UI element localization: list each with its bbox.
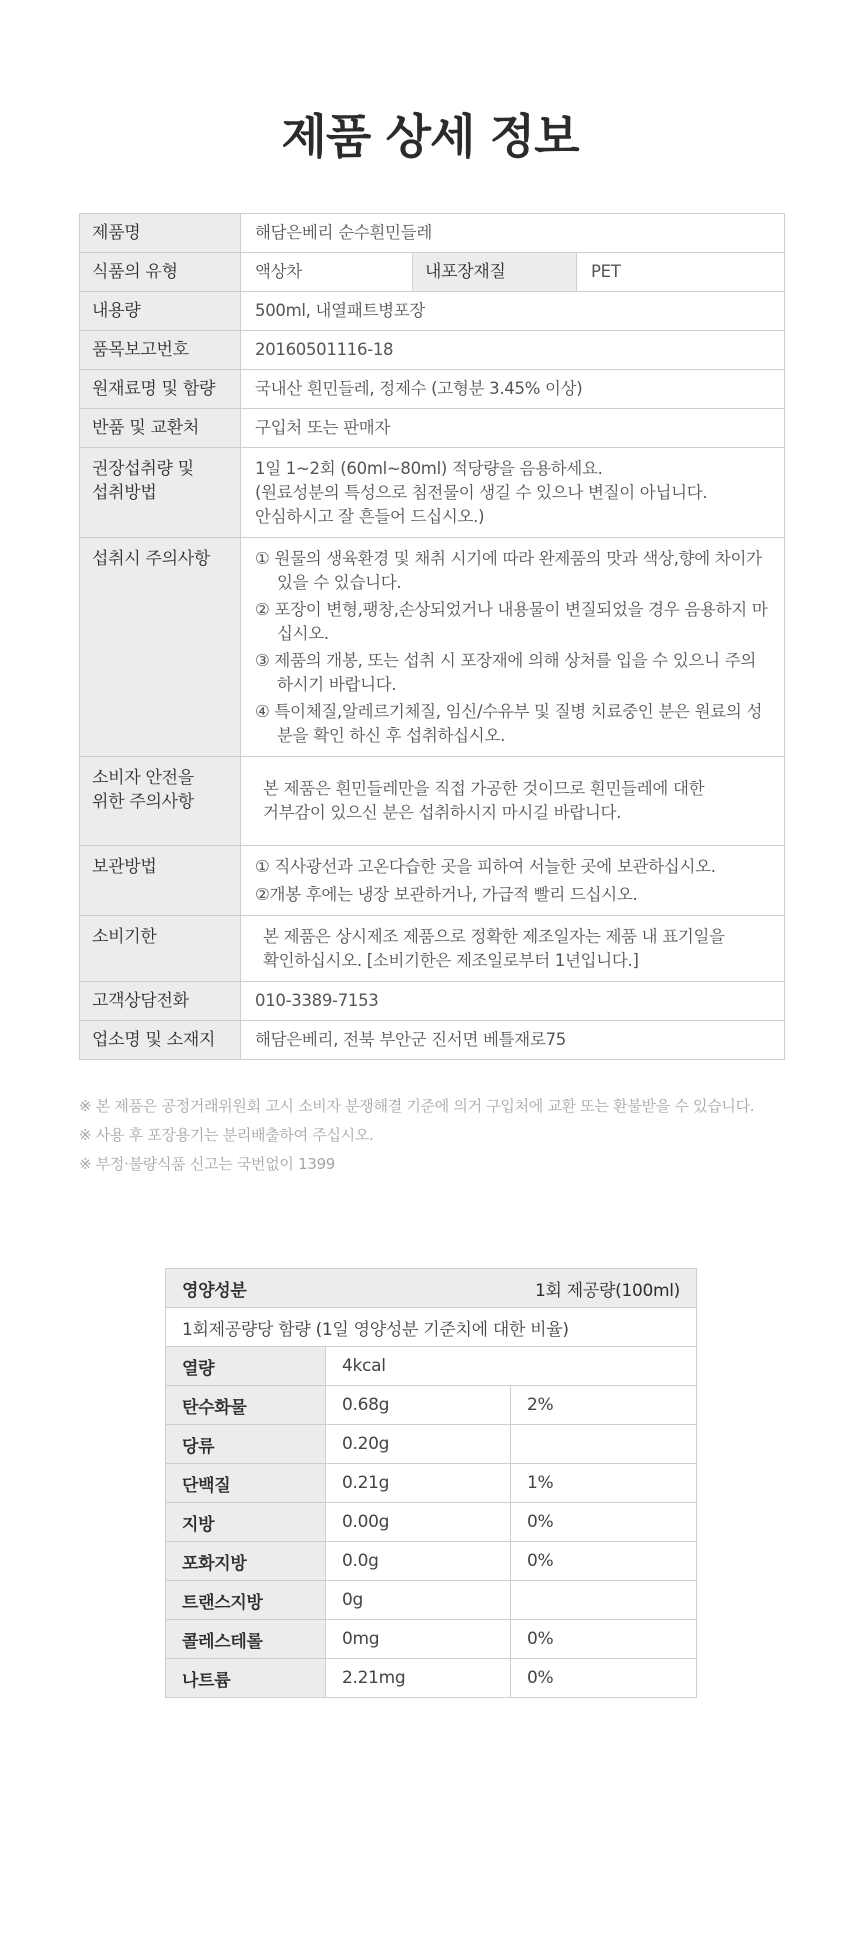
value-storage	[241, 846, 785, 916]
label-packaging: 내포장재질	[413, 253, 577, 292]
caution-item: ① 원물의 생육환경 및 채취 시기에 따라 완제품의 맛과 색상,향에 차이가 있을 수 있습니다.	[255, 549, 762, 592]
nutrition-header-row	[166, 1269, 697, 1308]
row-company	[80, 1021, 785, 1060]
nutrient-name: 나트륨	[166, 1659, 326, 1698]
row-return	[80, 409, 785, 448]
nutrient-percent: 2%	[511, 1386, 697, 1425]
nutrient-amount: 0.68g	[326, 1386, 511, 1425]
row-product-name	[80, 214, 785, 253]
nutrient-amount: 2.21mg	[326, 1659, 511, 1698]
label-phone: 고객상담전화	[80, 982, 241, 1021]
nutrient-amount: 0mg	[326, 1620, 511, 1659]
value-product-name: 해담은베리 순수흰민들레	[241, 214, 785, 253]
intake-line1: 1일 1~2회 (60ml~80ml) 적당량을 음용하세요.	[255, 459, 603, 478]
value-intake	[241, 448, 785, 538]
row-expiry	[80, 916, 785, 982]
nutrition-calories-row	[166, 1347, 697, 1386]
nutrient-name: 포화지방	[166, 1542, 326, 1581]
label-volume: 내용량	[80, 292, 241, 331]
nutrient-amount: 0.0g	[326, 1542, 511, 1581]
product-info-table	[79, 213, 785, 1060]
caution-item: ③ 제품의 개봉, 또는 섭취 시 포장재에 의해 상처를 입을 수 있으니 주의하시기 바랍니다.	[255, 651, 757, 694]
nutrient-percent: 1%	[511, 1464, 697, 1503]
label-ingredients: 원재료명 및 함량	[80, 370, 241, 409]
nutrient-percent: 0%	[511, 1503, 697, 1542]
row-intake	[80, 448, 785, 538]
nutrition-row	[166, 1503, 697, 1542]
label-caution: 섭취시 주의사항	[80, 538, 241, 757]
nutrition-serving: 1회 제공량(100ml)	[535, 1280, 681, 1301]
row-ingredients	[80, 370, 785, 409]
label-intake-line2: 섭취방법	[92, 483, 157, 503]
nutrient-amount: 0g	[326, 1581, 511, 1620]
nutrient-name: 당류	[166, 1425, 326, 1464]
calories-value: 4kcal	[326, 1347, 697, 1386]
note-recycle: ※ 사용 후 포장용기는 분리배출하여 주십시오.	[79, 1126, 374, 1144]
expiry-line2: 확인하십시오. [소비기한은 제조일로부터 1년입니다.]	[263, 951, 639, 970]
intake-line3: 안심하시고 잘 흔들어 드십시오.)	[255, 507, 485, 526]
safety-line2: 거부감이 있으신 분은 섭취하시지 마시길 바랍니다.	[263, 803, 622, 822]
label-company: 업소명 및 소재지	[80, 1021, 241, 1060]
label-safety-line2: 위한 주의사항	[92, 792, 194, 812]
nutrition-row	[166, 1386, 697, 1425]
value-food-type: 액상차	[241, 253, 413, 292]
nutrition-row	[166, 1620, 697, 1659]
note-refund: ※ 본 제품은 공정거래위원회 고시 소비자 분쟁해결 기준에 의거 구입처에 교환 또는 환불받을 수 있습니다.	[79, 1097, 755, 1115]
nutrient-name: 지방	[166, 1503, 326, 1542]
row-volume	[80, 292, 785, 331]
nutrient-percent: 0%	[511, 1620, 697, 1659]
value-expiry	[241, 916, 785, 982]
nutrition-row	[166, 1425, 697, 1464]
label-safety	[80, 757, 241, 846]
nutrient-amount: 0.00g	[326, 1503, 511, 1542]
label-intake	[80, 448, 241, 538]
nutrition-subheader: 1회제공량당 함량 (1일 영양성분 기준치에 대한 비율)	[166, 1308, 697, 1347]
nutrition-row	[166, 1542, 697, 1581]
nutrient-percent: 0%	[511, 1659, 697, 1698]
nutrition-row	[166, 1659, 697, 1698]
label-expiry: 소비기한	[80, 916, 241, 982]
label-safety-line1: 소비자 안전을	[92, 768, 194, 788]
nutrient-name: 탄수화물	[166, 1386, 326, 1425]
nutrition-title: 영양성분	[182, 1280, 247, 1301]
safety-line1: 본 제품은 흰민들레만을 직접 가공한 것이므로 흰민들레에 대한	[263, 779, 705, 798]
nutrition-row	[166, 1464, 697, 1503]
label-storage: 보관방법	[80, 846, 241, 916]
storage-line2: ②개봉 후에는 냉장 보관하거나, 가급적 빨리 드십시오.	[255, 885, 638, 904]
expiry-line1: 본 제품은 상시제조 제품으로 정확한 제조일자는 제품 내 표기일을	[263, 927, 725, 946]
storage-line1: ① 직사광선과 고온다습한 곳을 피하여 서늘한 곳에 보관하십시오.	[255, 857, 716, 876]
nutrient-amount: 0.20g	[326, 1425, 511, 1464]
value-report-no: 20160501116-18	[241, 331, 785, 370]
label-food-type: 식품의 유형	[80, 253, 241, 292]
value-volume: 500ml, 내열패트병포장	[241, 292, 785, 331]
row-report-no	[80, 331, 785, 370]
nutrition-subheader-row	[166, 1308, 697, 1347]
caution-item: ② 포장이 변형,팽창,손상되었거나 내용물이 변질되었을 경우 음용하지 마십시오.	[255, 600, 768, 643]
value-packaging: PET	[577, 253, 785, 292]
value-caution	[241, 538, 785, 757]
note-report: ※ 부정·불량식품 신고는 국번없이 1399	[79, 1155, 336, 1173]
value-return: 구입처 또는 판매자	[241, 409, 785, 448]
row-safety	[80, 757, 785, 846]
nutrient-percent	[511, 1581, 697, 1620]
value-ingredients: 국내산 흰민들레, 정제수 (고형분 3.45% 이상)	[241, 370, 785, 409]
page-title: 제품 상세 정보	[281, 110, 579, 165]
label-intake-line1: 권장섭취량 및	[92, 459, 194, 479]
label-product-name: 제품명	[80, 214, 241, 253]
label-return: 반품 및 교환처	[80, 409, 241, 448]
row-phone	[80, 982, 785, 1021]
value-safety	[241, 757, 785, 846]
caution-item: ④ 특이체질,알레르기체질, 임신/수유부 및 질병 치료중인 분은 원료의 성분을 확인 하신 후 섭취하십시오.	[255, 702, 763, 745]
nutrient-name: 단백질	[166, 1464, 326, 1503]
row-caution	[80, 538, 785, 757]
value-phone: 010-3389-7153	[241, 982, 785, 1021]
nutrient-name: 트랜스지방	[166, 1581, 326, 1620]
nutrient-name: 콜레스테롤	[166, 1620, 326, 1659]
nutrient-percent: 0%	[511, 1542, 697, 1581]
intake-line2: (원료성분의 특성으로 침전물이 생길 수 있으나 변질이 아닙니다.	[255, 483, 708, 502]
nutrition-row	[166, 1581, 697, 1620]
nutrition-table	[165, 1268, 697, 1698]
label-report-no: 품목보고번호	[80, 331, 241, 370]
value-company: 해담은베리, 전북 부안군 진서면 베틀재로75	[241, 1021, 785, 1060]
calories-label: 열량	[166, 1347, 326, 1386]
nutrient-percent	[511, 1425, 697, 1464]
nutrient-amount: 0.21g	[326, 1464, 511, 1503]
notes	[79, 1092, 799, 1179]
row-storage	[80, 846, 785, 916]
row-food-type	[80, 253, 785, 292]
